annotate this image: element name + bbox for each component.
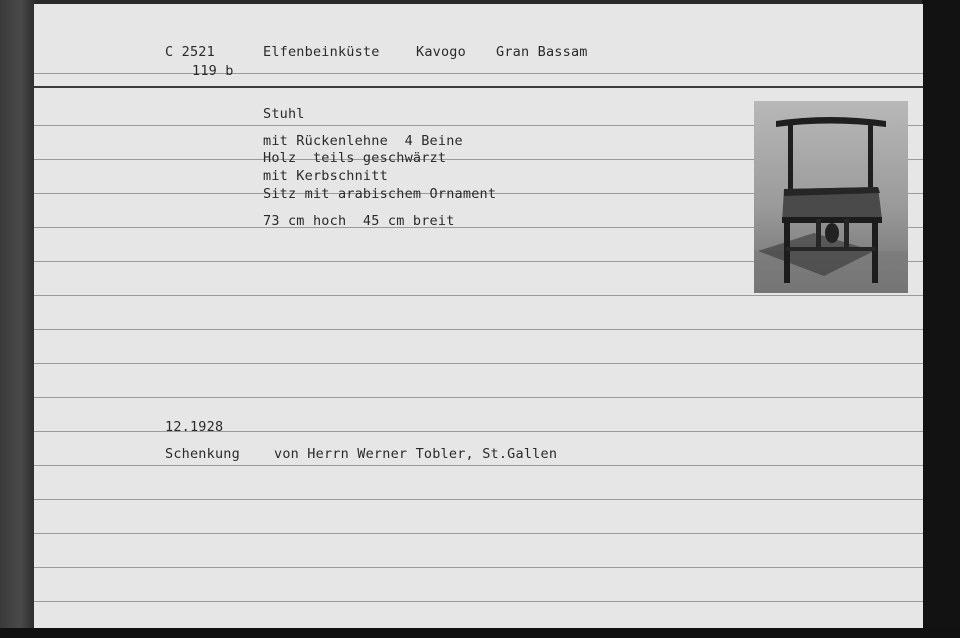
place: Gran Bassam — [496, 44, 588, 60]
card-rule — [34, 533, 923, 534]
acquisition-type: Schenkung — [165, 446, 240, 462]
description-line: Sitz mit arabischem Ornament — [263, 186, 497, 202]
card-rule — [34, 465, 923, 466]
sub-number: 119 b — [192, 63, 234, 79]
card-rule — [34, 601, 923, 602]
catalog-card — [34, 4, 923, 628]
card-rule — [34, 73, 923, 74]
donor: von Herrn Werner Tobler, St.Gallen — [274, 446, 558, 462]
dimensions: 73 cm hoch 45 cm breit — [263, 213, 455, 229]
object-name: Stuhl — [263, 106, 305, 122]
card-rule — [34, 499, 923, 500]
description-line: mit Kerbschnitt — [263, 168, 388, 184]
background-bottom — [0, 628, 960, 638]
card-header-rule — [34, 86, 923, 88]
group: Kavogo — [416, 44, 466, 60]
card-rule — [34, 567, 923, 568]
chair-photograph — [754, 101, 908, 293]
card-rule — [34, 329, 923, 330]
background-left — [0, 0, 34, 638]
card-rule — [34, 397, 923, 398]
chair-image — [754, 101, 908, 293]
card-rule — [34, 295, 923, 296]
region: Elfenbeinküste — [263, 44, 380, 60]
description-line: mit Rückenlehne 4 Beine — [263, 133, 463, 149]
background-right — [922, 0, 960, 638]
acquisition-date: 12.1928 — [165, 419, 224, 435]
description-line: Holz teils geschwärzt — [263, 150, 447, 166]
card-rule — [34, 363, 923, 364]
catalog-number: C 2521 — [165, 44, 215, 60]
